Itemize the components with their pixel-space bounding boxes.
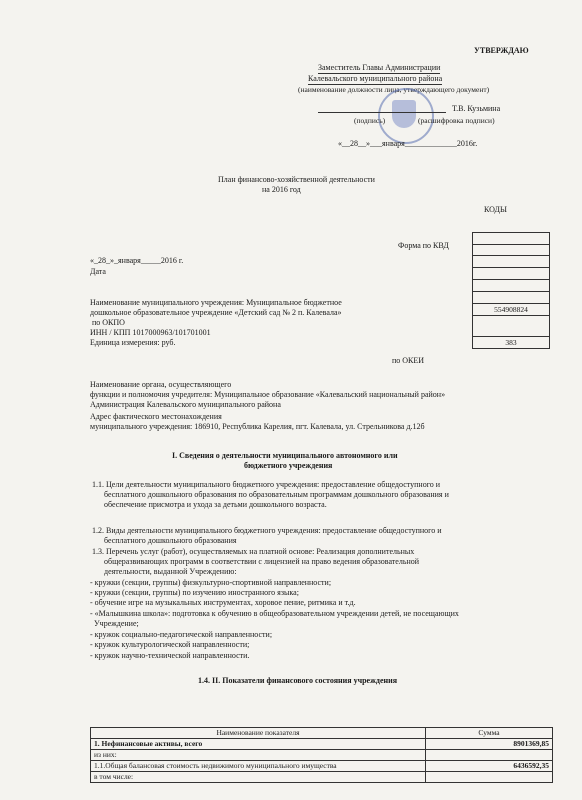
service-item: - обучение игре на музыкальных инструментах, хоровое пение, ритмика и т.д. xyxy=(90,598,356,607)
approval-position-caption: (наименование должности лица, утверждающего документ) xyxy=(298,85,490,94)
institution-name-cont: дошкольное образовательное учреждение «Детский сад № 2 п. Калевала» xyxy=(90,308,342,317)
sign-caption-right: (расшифровка подписи) xyxy=(418,116,495,125)
approval-header: УТВЕРЖДАЮ xyxy=(474,46,529,55)
signature-line xyxy=(318,112,446,113)
codes-cell-blank2 xyxy=(472,268,550,280)
goal-line-3: обеспечение присмотра и ухода за детьми дошкольного возраста. xyxy=(104,500,327,509)
codes-cell-blank3 xyxy=(472,280,550,292)
row-sum: 6436592,35 xyxy=(426,761,553,772)
founder-label-3: Администрация Калевальского муниципального района xyxy=(90,400,281,409)
activity-line-2: бесплатного дошкольного образования xyxy=(104,536,237,545)
signer-name: Т.В. Кузьмина xyxy=(452,104,501,113)
institution-name: Наименование муниципального учреждения: Муниципальное бюджетное xyxy=(90,298,342,307)
date-label: Дата xyxy=(90,267,106,276)
sign-caption-left: (подпись) xyxy=(354,116,386,125)
service-item-cont: Учреждение; xyxy=(94,619,139,628)
codes-cell-blank1 xyxy=(472,256,550,268)
table-row xyxy=(91,750,553,761)
financial-section-title: 1.4. II. Показатели финансового состояния учреждения xyxy=(198,676,398,685)
codes-cell-date xyxy=(472,244,550,256)
coat-of-arms-icon xyxy=(392,100,416,128)
table-row xyxy=(91,772,553,783)
codes-cell-blank5 xyxy=(472,316,550,337)
codes-cell-okei: 383 xyxy=(472,337,550,349)
goal-line-1: 1.1. Цели деятельности муниципального бюджетного учреждения: предоставление общедоступного и xyxy=(92,480,441,489)
address-label: Адрес фактического местонахождения xyxy=(90,412,222,421)
address-value: муниципального учреждения: 186910, Республика Карелия, пгт. Калевала, ул. Стрельникова д.12б xyxy=(90,422,425,431)
okei-label: по ОКЕИ xyxy=(392,356,425,365)
services-line-2: общеразвивающих программ в соответствии с лицензией на право ведения образовательной xyxy=(104,557,420,566)
codes-cell-okpo: 554908824 xyxy=(472,304,550,316)
codes-cell-blank4 xyxy=(472,292,550,304)
service-item: - кружок культурологической направленности; xyxy=(90,640,250,649)
col-header-sum: Сумма xyxy=(426,728,553,739)
row-name: из них: xyxy=(91,750,426,761)
services-line-1: 1.3. Перечень услуг (работ), осуществляемых на платной основе: Реализация дополнительных xyxy=(92,547,415,556)
service-item: - кружки (секции, группы) физкультурно-спортивной направленности; xyxy=(90,578,332,587)
approval-position-line1: Заместитель Главы Администрации xyxy=(318,63,441,72)
goal-line-2: бесплатного дошкольного образования по образовательным программам дошкольного образования и xyxy=(104,490,449,499)
codes-header: КОДЫ xyxy=(484,205,507,214)
section1-title-cont: бюджетного учреждения xyxy=(244,461,333,470)
plan-year: на 2016 год xyxy=(262,185,301,194)
founder-label-2: функции и полномочия учредителя: Муниципальное образование «Калевальский национальный район» xyxy=(90,390,446,399)
inn-kpp: ИНН / КПП 1017000963/101701001 xyxy=(90,328,211,337)
row-sum: 8901369,85 xyxy=(426,739,553,750)
row-sum xyxy=(426,750,553,761)
table-row xyxy=(91,761,553,772)
document-date: «_28_»_января_____2016 г. xyxy=(90,256,184,265)
plan-title: План финансово-хозяйственной деятельности xyxy=(218,175,375,184)
service-item: - кружок научно-технической направленности. xyxy=(90,651,250,660)
service-item: - кружок социально-педагогической направленности; xyxy=(90,630,273,639)
activity-line-1: 1.2. Виды деятельности муниципального бюджетного учреждения: предоставление общедоступного и xyxy=(92,526,442,535)
founder-label-1: Наименование органа, осуществляющего xyxy=(90,380,232,389)
table-row xyxy=(91,739,553,750)
services-line-3: деятельности, выданной Учреждению: xyxy=(104,567,237,576)
financial-table xyxy=(90,727,553,783)
okpo-label: по ОКПО xyxy=(92,318,125,327)
row-name: в том числе: xyxy=(91,772,426,783)
approval-date: «__28__»___января_____________2016г. xyxy=(338,139,478,148)
row-name: 1. Нефинансовые активы, всего xyxy=(91,739,426,750)
approval-position-line2: Калевальского муниципального района xyxy=(308,74,443,83)
form-kvd-label: Форма по КВД xyxy=(398,241,449,250)
section1-title: I. Сведения о деятельности муниципального автономного или xyxy=(172,451,398,460)
unit-of-measure: Единица измерения: руб. xyxy=(90,338,176,347)
service-item: - кружки (секции, группы) по изучению иностранного языка; xyxy=(90,588,299,597)
service-item: - «Малышкина школа»: подготовка к обучению в общеобразовательном учреждении детей, не посещающих xyxy=(90,609,459,618)
col-header-name: Наименование показателя xyxy=(91,728,426,739)
row-name: 1.1.Общая балансовая стоимость недвижимого муниципального имущества xyxy=(91,761,426,772)
row-sum xyxy=(426,772,553,783)
